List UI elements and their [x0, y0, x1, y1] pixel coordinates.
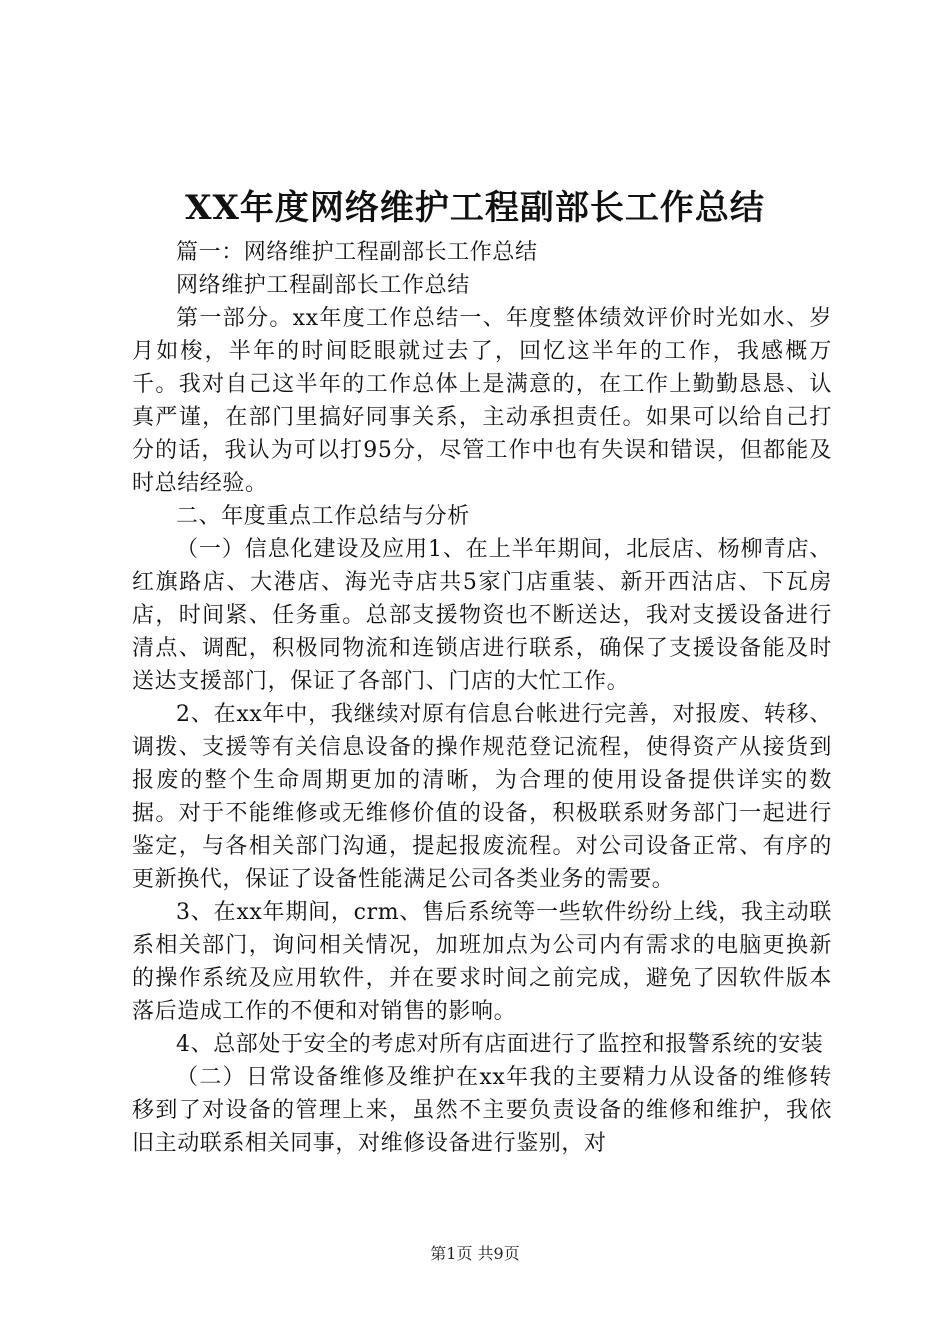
- paragraph-chapter-heading: 篇一：网络维护工程副部长工作总结: [176, 240, 538, 265]
- paragraph-daily-maintenance: （二）日常设备维修及维护在xx年我的主要精力从设备的维修转移到了对设备的管理上来，虽然不主要负责设备的维修和维护，我依旧主动联系相关同事，对维修设备进行鉴别，对: [132, 1065, 832, 1156]
- paragraph-item-1: （一）信息化建设及应用1、在上半年期间，北辰店、杨柳青店、红旗路店、大港店、海光寺店共5家门店重装、新开西沽店、下瓦房店，时间紧、任务重。总部支援物资也不断送达，我对支援设备进行清点、调配，积极同物流和连锁店进行联系，确保了支援设备能及时送达支援部门，保证了各部门、门店的大忙工作。: [132, 537, 832, 694]
- paragraph-section-two-heading: 二、年度重点工作总结与分析: [176, 504, 470, 529]
- page-number-footer: 第1页 共9页: [430, 1244, 520, 1263]
- paragraph-item-2: 2、在xx年中，我继续对原有信息台帐进行完善，对报废、转移、调拨、支援等有关信息设备的操作规范登记流程，使得资产从接货到报废的整个生命周期更加的清晰，为合理的使用设备提供详实的数据。对于不能维修或无维修价值的设备，积极联系财务部门一起进行鉴定，与各相关部门沟通，提起报废流程。对公司设备正常、有序的更新换代，保证了设备性能满足公司各类业务的需要。: [132, 702, 832, 892]
- paragraph-item-3: 3、在xx年期间，crm、售后系统等一些软件纷纷上线，我主动联系相关部门，询问相关情况，加班加点为公司内有需求的电脑更换新的操作系统及应用软件，并在要求时间之前完成，避免了因软件版本落后造成工作的不便和对销售的影响。: [132, 900, 832, 1024]
- paragraph-part-one: 第一部分。xx年度工作总结一、年度整体绩效评价时光如水、岁月如梭，半年的时间眨眼就过去了，回忆这半年的工作，我感概万千。我对自己这半年的工作总体上是满意的，在工作上勤勤恳恳、认真严谨，在部门里搞好同事关系，主动承担责任。如果可以给自己打分的话，我认为可以打95分，尽管工作中也有失误和错误，但都能及时总结经验。: [132, 306, 832, 496]
- document-title: XX年度网络维护工程副部长工作总结: [185, 188, 765, 228]
- paragraph-item-4: 4、总部处于安全的考虑对所有店面进行了监控和报警系统的安装: [176, 1032, 824, 1057]
- document-body: [132, 236, 832, 1160]
- paragraph-subtitle: 网络维护工程副部长工作总结: [176, 273, 470, 298]
